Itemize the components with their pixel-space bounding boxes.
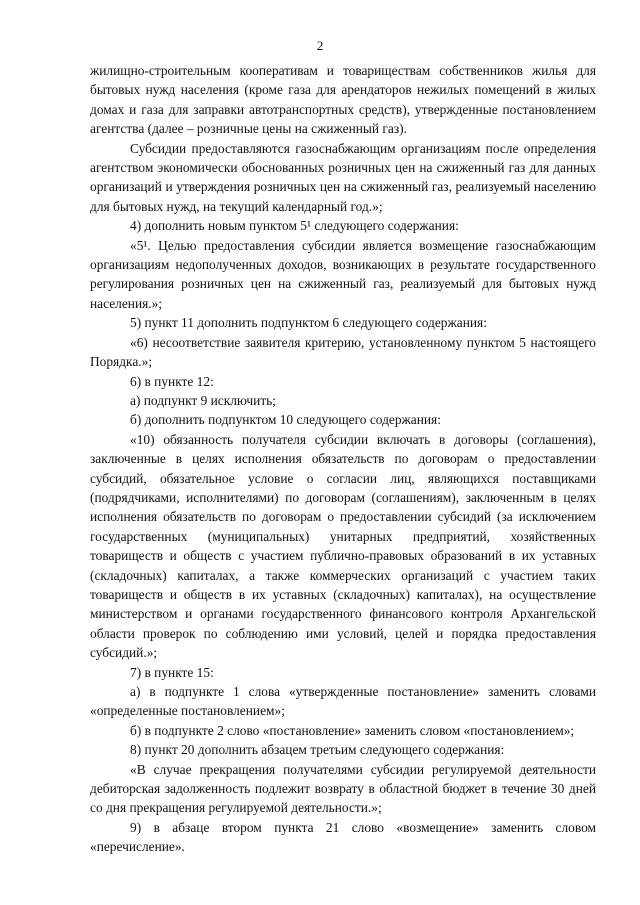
paragraph-item-4: 4) дополнить новым пунктом 5¹ следующего содержания: xyxy=(130,218,459,234)
paragraph-subsidies: Субсидии предоставляются газоснабжающим организациям после определения агентством экономически обоснованных розничных цен на сжиженный газ для данных организаций и утверждения розничных цен на сжиженный газ, реализуемый населению для бытовых нужд, на текущий календарный год.»; xyxy=(90,140,596,214)
paragraph-item-7: 7) в пункте 15: xyxy=(130,664,214,680)
paragraph-item-8: 8) пункт 20 дополнить абзацем третьим следующего содержания: xyxy=(130,742,505,758)
paragraph-subitem-6: «6) несоответствие заявителя критерию, установленному пунктом 5 настоящего Порядка.»; xyxy=(90,334,596,370)
document-body xyxy=(90,61,596,857)
paragraph-subitem-a-exclude: а) подпункт 9 исключить; xyxy=(130,392,277,408)
paragraph-item-5: 5) пункт 11 дополнить подпунктом 6 следующего содержания: xyxy=(130,315,487,331)
page-number: 2 xyxy=(316,38,324,53)
paragraph-subitem-b-replace: б) в подпункте 2 слово «постановление» заменить словом «постановлением»; xyxy=(130,722,575,738)
paragraph-subitem-b-add: б) дополнить подпунктом 10 следующего содержания: xyxy=(130,412,441,428)
paragraph-item-5-1: «5¹. Целью предоставления субсидии является возмещение газоснабжающим организациям недополученных доходов, возникающих в результате государственного регулирования розничных цен на сжиженный газ, реализуемый для бытовых нужд населения.»; xyxy=(90,237,596,311)
paragraph-item-6: 6) в пункте 12: xyxy=(130,373,214,389)
paragraph-item-9: 9) в абзаце втором пункта 21 слово «возмещение» заменить словом «перечисление». xyxy=(90,819,596,855)
paragraph-subitem-10: «10) обязанность получателя субсидии включать в договоры (соглашения), заключенные в целях исполнения обязательств по договорам о предоставлении субсидий, обязательное условие о согласии лиц, являющихся поставщиками (подрядчиками, исполнителями) по договорам (соглашениям), заключенным в целях исполнения обязательств по договорам о предоставлении субсидий (за исключением государственных (муниципальных) унитарных предприятий, хозяйственных товариществ и обществ с участием публично-правовых образований в их уставных (складочных) капиталах, а также коммерческих организаций с участием таких товариществ и обществ в их уставных (складочных) капиталах), на осуществление министерством и органами государственного финансового контроля Архангельской области проверок по соблюдению ими условий, целей и порядка предоставления субсидий.»; xyxy=(90,431,596,661)
paragraph-termination: «В случае прекращения получателями субсидии регулируемой деятельности дебиторская задолженность подлежит возврату в областной бюджет в течение 30 дней со дня прекращения регулируемой деятельности.»; xyxy=(90,761,596,816)
paragraph-continuation: жилищно-строительным кооперативам и товариществам собственников жилья для бытовых нужд населения (кроме газа для арендаторов нежилых помещений в жилых домах и газа для заправки автотранспортных средств), утвержденные постановлением агентства (далее – розничные цены на сжиженный газ). xyxy=(90,63,596,137)
paragraph-subitem-a-replace: а) в подпункте 1 слова «утвержденные постановление» заменить словами «определенные постановлением»; xyxy=(90,684,596,719)
